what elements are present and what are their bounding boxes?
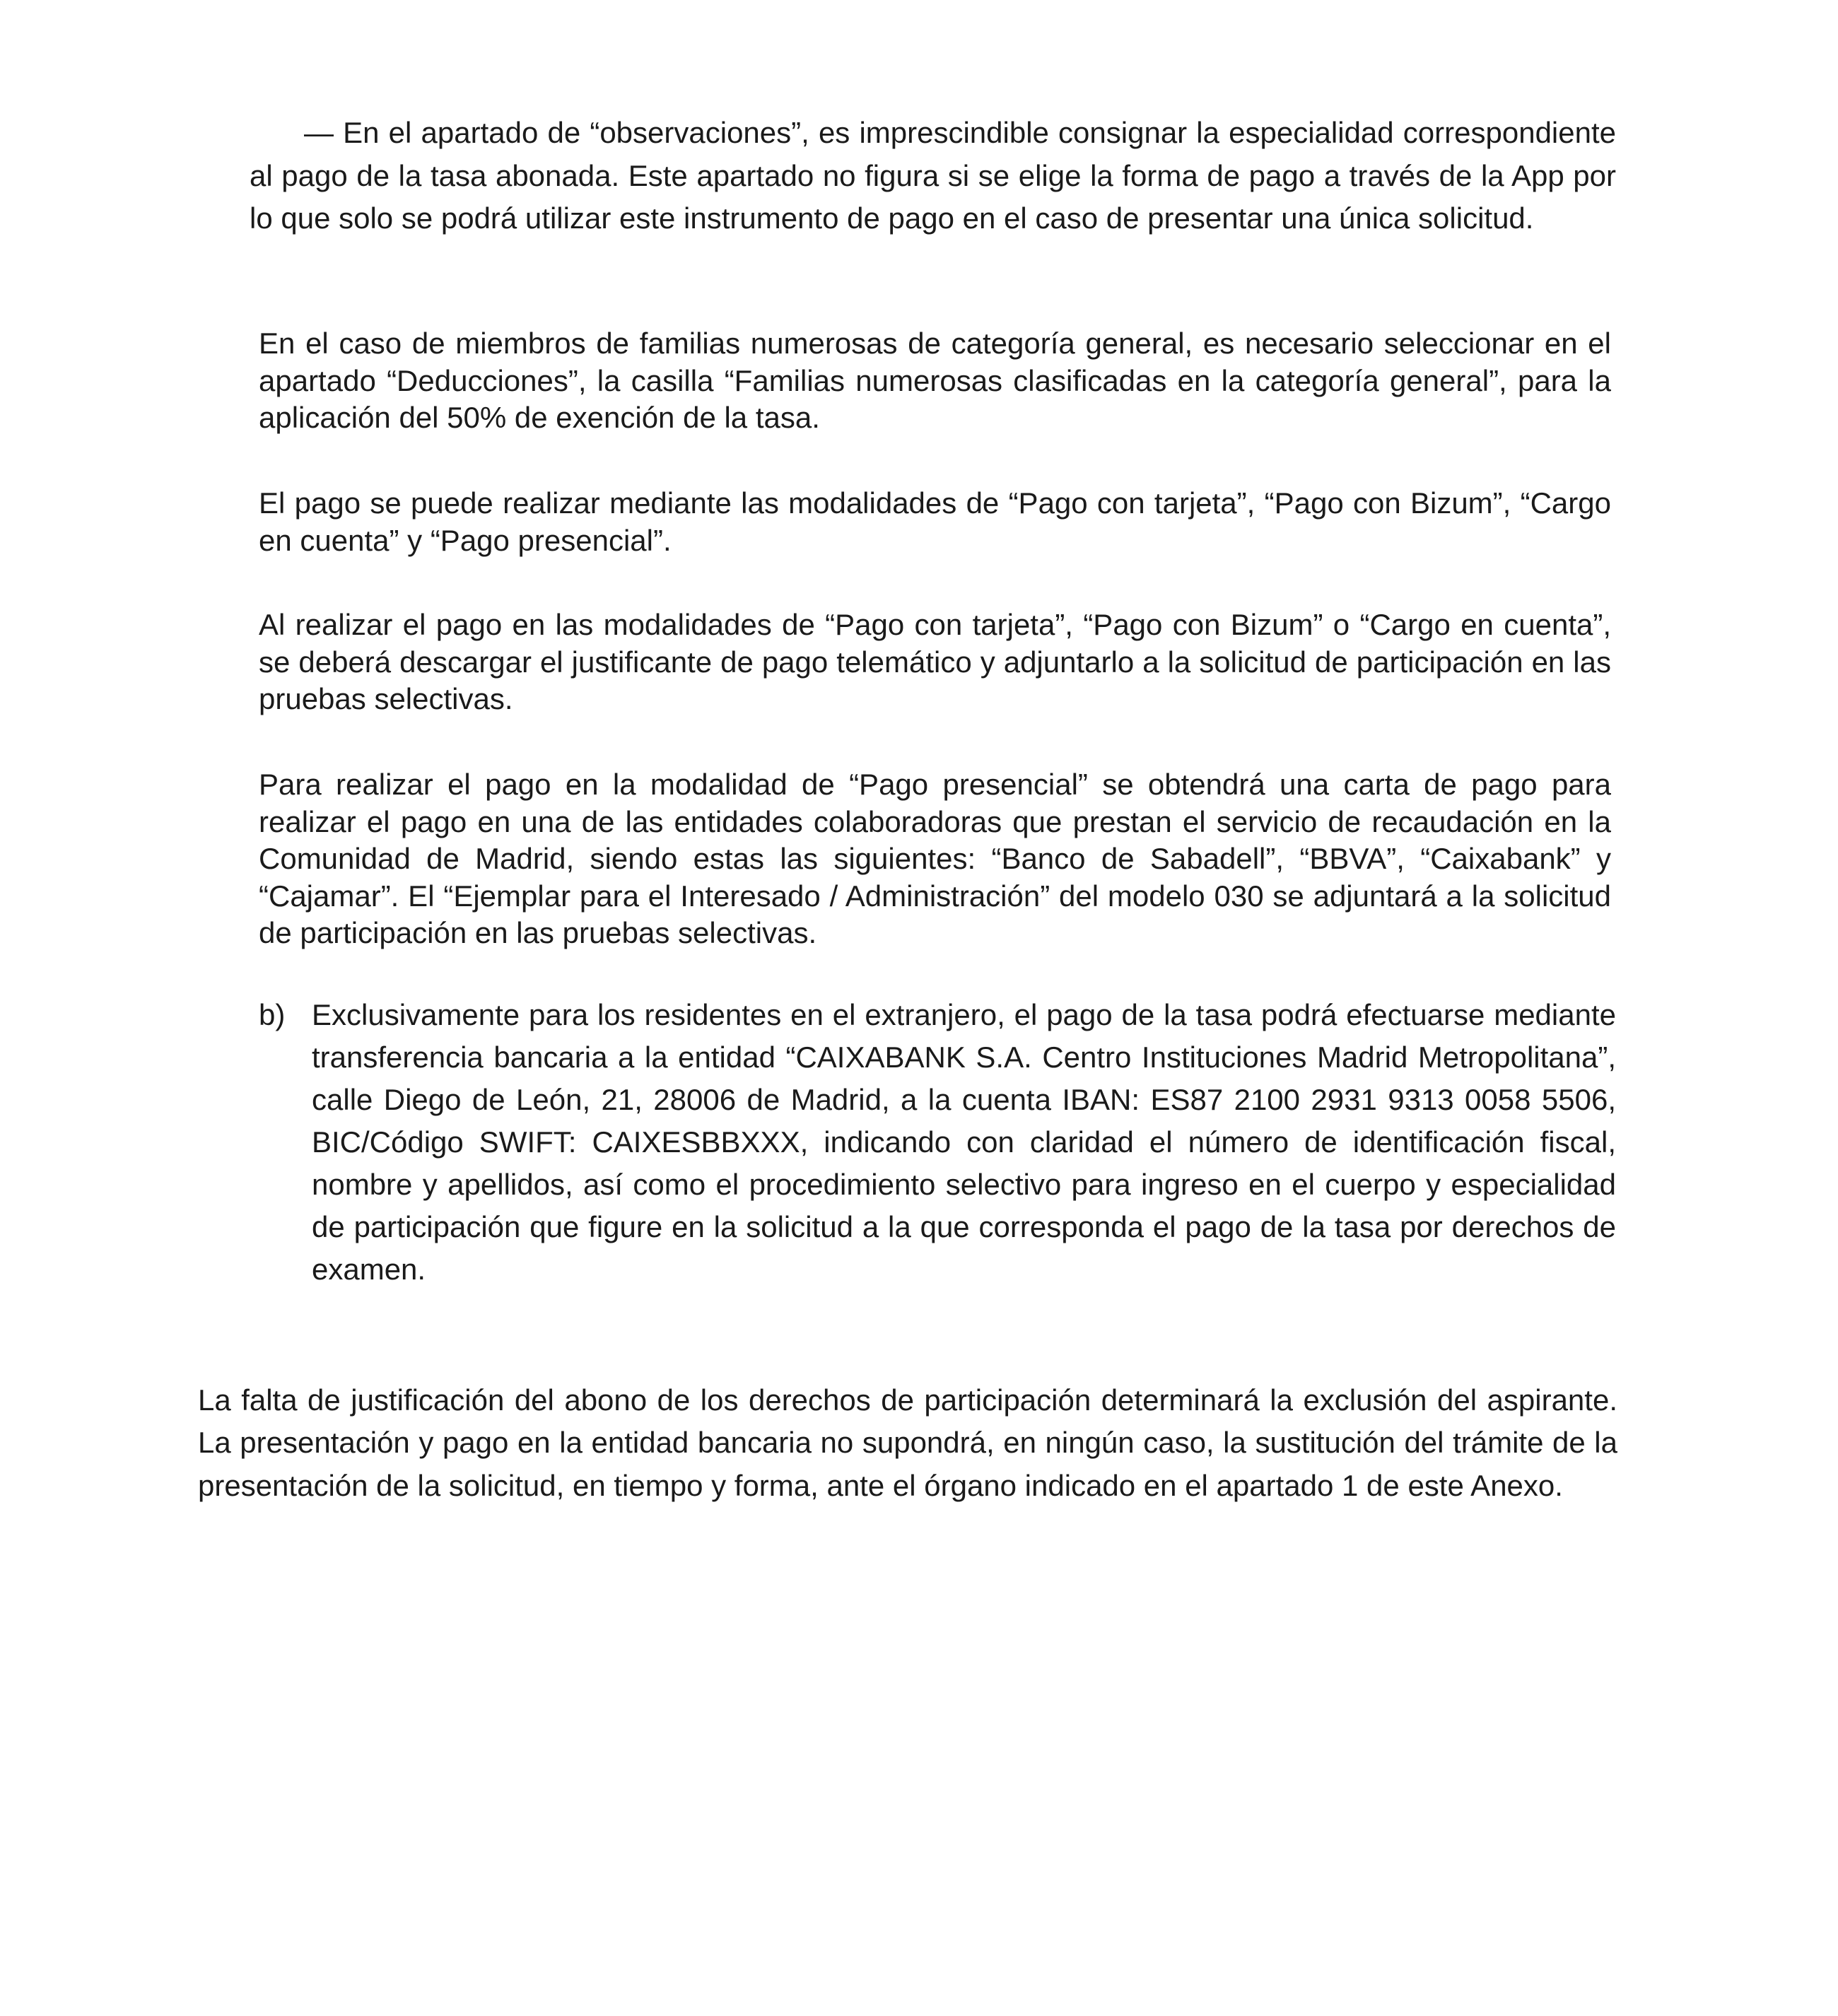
list-marker: b) bbox=[259, 998, 286, 1031]
paragraph-observaciones: — En el apartado de “observaciones”, es imprescindible consignar la especialidad correspondiente al pago de la tasa abonada. Este apartado no figura si se elige la forma de pago a través de la App por lo que solo se podrá utilizar este instrumento de pago en el caso de presentar una única solicitud. bbox=[250, 116, 1616, 235]
paragraph-justificante: Al realizar el pago en las modalidades de “Pago con tarjeta”, “Pago con Bizum” o “Cargo en cuenta”, se deberá descargar el justificante de pago telemático y adjuntarlo a la solicitud de participación en las pruebas selectivas. bbox=[259, 608, 1611, 715]
list-item-text: Exclusivamente para los residentes en el extranjero, el pago de la tasa podrá efectuarse mediante transferencia bancaria a la entidad “CAIXABANK S.A. Centro Instituciones Madrid Metropolitana”, calle Diego de León, 21, 28006 de Madrid, a la cuenta IBAN: ES87 2100 2931 9313 0058 5506, BIC/Código SWIFT: CAIXESBBXXX, indicando con claridad el número de identificación fiscal, nombre y apellidos, así como el procedimiento selectivo para ingreso en el cuerpo y especialidad de participación que figure en la solicitud a la que corresponda el pago de la tasa por derechos de examen. bbox=[312, 998, 1616, 1286]
paragraph-familias-numerosas: En el caso de miembros de familias numerosas de categoría general, es necesario seleccionar en el apartado “Deducciones”, la casilla “Familias numerosas clasificadas en la categoría general”, para la aplicación del 50% de exención de la tasa. bbox=[259, 327, 1611, 434]
paragraph-modalidades-pago: El pago se puede realizar mediante las modalidades de “Pago con tarjeta”, “Pago con Bizum”, “Cargo en cuenta” y “Pago presencial”. bbox=[259, 486, 1611, 557]
paragraph-pago-presencial: Para realizar el pago en la modalidad de “Pago presencial” se obtendrá una carta de pago para realizar el pago en una de las entidades colaboradoras que prestan el servicio de recaudación en la Comunidad de Madrid, siendo estas las siguientes: “Banco de Sabadell”, “BBVA”, “Caixabank” y “Cajamar”. El “Ejemplar para el Interesado / Administración” del modelo 030 se adjuntará a la solicitud de participación en las pruebas selectivas. bbox=[259, 768, 1611, 949]
list-item-b bbox=[259, 994, 1616, 1291]
paragraph-closing: La falta de justificación del abono de los derechos de participación determinará la exclusión del aspirante. La presentación y pago en la entidad bancaria no supondrá, en ningún caso, la sustitución del trámite de la presentación de la solicitud, en tiempo y forma, ante el órgano indicado en el apartado 1 de este Anexo. bbox=[198, 1383, 1617, 1502]
